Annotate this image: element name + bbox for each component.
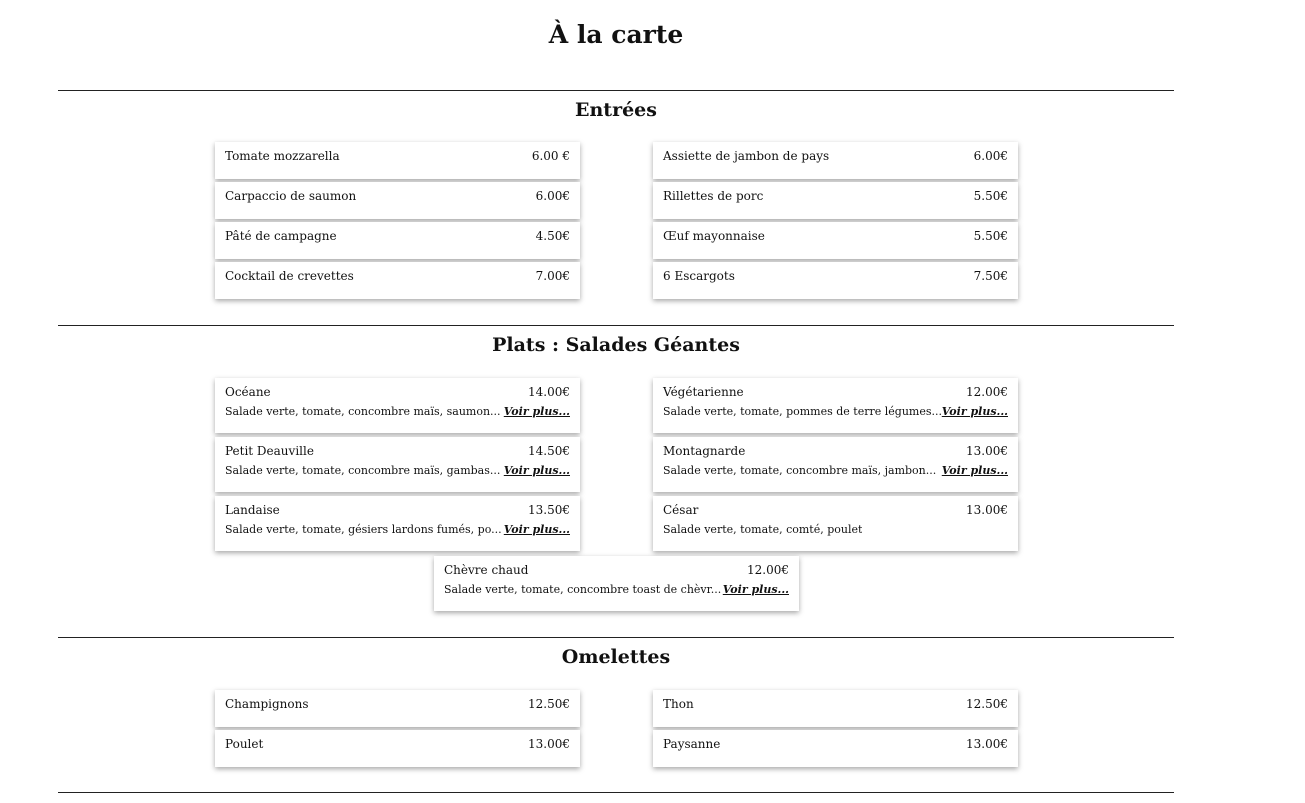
item-description: Salade verte, tomate, concombre maïs, jambon... — [663, 464, 937, 477]
page-title: À la carte — [548, 20, 684, 49]
menu-item[interactable] — [434, 556, 799, 611]
item-name: Rillettes de porc — [663, 189, 764, 203]
item-price: 13.50€ — [528, 503, 570, 517]
menu-item[interactable] — [215, 182, 580, 219]
menu-item[interactable] — [653, 690, 1018, 727]
menu-item[interactable] — [653, 378, 1018, 433]
item-price: 6.00€ — [535, 189, 570, 203]
item-name: Champignons — [225, 697, 309, 711]
menu-item[interactable] — [215, 222, 580, 259]
menu-item[interactable] — [653, 437, 1018, 492]
section-title-entrees: Entrées — [575, 99, 657, 121]
item-description: Salade verte, tomate, gésiers lardons fumés, po... — [225, 523, 502, 536]
item-name: Océane — [225, 385, 271, 399]
item-name: Thon — [663, 697, 694, 711]
item-price: 5.50€ — [973, 229, 1008, 243]
item-description: Salade verte, tomate, concombre maïs, gambas... — [225, 464, 501, 477]
item-name: Landaise — [225, 503, 280, 517]
see-more-link[interactable]: Voir plus... — [722, 583, 789, 596]
menu-item[interactable] — [215, 142, 580, 179]
item-price: 12.00€ — [966, 385, 1008, 399]
menu-item[interactable] — [653, 730, 1018, 767]
item-name: Œuf mayonnaise — [663, 229, 765, 243]
item-name: Poulet — [225, 737, 264, 751]
section-title-omelettes: Omelettes — [561, 646, 671, 668]
section-divider — [58, 90, 1174, 91]
menu-item[interactable] — [653, 142, 1018, 179]
item-description: Salade verte, tomate, comté, poulet — [663, 523, 863, 536]
menu-item[interactable] — [215, 378, 580, 433]
see-more-link[interactable]: Voir plus... — [503, 523, 570, 536]
section-divider — [58, 792, 1174, 793]
menu-item[interactable] — [653, 182, 1018, 219]
item-description: Salade verte, tomate, pommes de terre légumes... — [663, 405, 942, 418]
section-divider — [58, 325, 1174, 326]
see-more-link[interactable]: Voir plus... — [941, 464, 1008, 477]
item-name: Montagnarde — [663, 444, 746, 458]
menu-item[interactable] — [653, 496, 1018, 551]
item-price: 14.00€ — [528, 385, 570, 399]
item-price: 6.00€ — [973, 149, 1008, 163]
item-name: Tomate mozzarella — [225, 149, 340, 163]
item-price: 4.50€ — [535, 229, 570, 243]
menu-item[interactable] — [215, 730, 580, 767]
section-title-salades: Plats : Salades Géantes — [492, 334, 740, 356]
section-divider — [58, 637, 1174, 638]
item-price: 12.50€ — [966, 697, 1008, 711]
item-price: 14.50€ — [528, 444, 570, 458]
item-name: Carpaccio de saumon — [225, 189, 357, 203]
item-name: Paysanne — [663, 737, 721, 751]
item-name: Cocktail de crevettes — [225, 269, 354, 283]
menu-item[interactable] — [215, 690, 580, 727]
menu-item[interactable] — [653, 262, 1018, 299]
item-name: Pâté de campagne — [225, 229, 337, 243]
item-name: Chèvre chaud — [444, 563, 529, 577]
see-more-link[interactable]: Voir plus... — [503, 405, 570, 418]
item-price: 12.00€ — [747, 563, 789, 577]
item-name: César — [663, 503, 699, 517]
item-name: Assiette de jambon de pays — [663, 149, 830, 163]
item-name: Petit Deauville — [225, 444, 314, 458]
item-price: 13.00€ — [966, 444, 1008, 458]
item-price: 13.00€ — [966, 503, 1008, 517]
item-price: 12.50€ — [528, 697, 570, 711]
see-more-link[interactable]: Voir plus... — [941, 405, 1008, 418]
item-name: 6 Escargots — [663, 269, 735, 283]
see-more-link[interactable]: Voir plus... — [503, 464, 570, 477]
menu-item[interactable] — [215, 496, 580, 551]
item-price: 5.50€ — [973, 189, 1008, 203]
item-price: 13.00€ — [966, 737, 1008, 751]
item-price: 7.50€ — [973, 269, 1008, 283]
menu-item[interactable] — [215, 437, 580, 492]
item-description: Salade verte, tomate, concombre toast de chèvr... — [444, 583, 722, 596]
item-price: 13.00€ — [528, 737, 570, 751]
menu-item[interactable] — [215, 262, 580, 299]
item-price: 6.00 € — [531, 149, 570, 163]
item-name: Végétarienne — [663, 385, 744, 399]
menu-item[interactable] — [653, 222, 1018, 259]
item-description: Salade verte, tomate, concombre maïs, saumon... — [225, 405, 501, 418]
item-price: 7.00€ — [535, 269, 570, 283]
